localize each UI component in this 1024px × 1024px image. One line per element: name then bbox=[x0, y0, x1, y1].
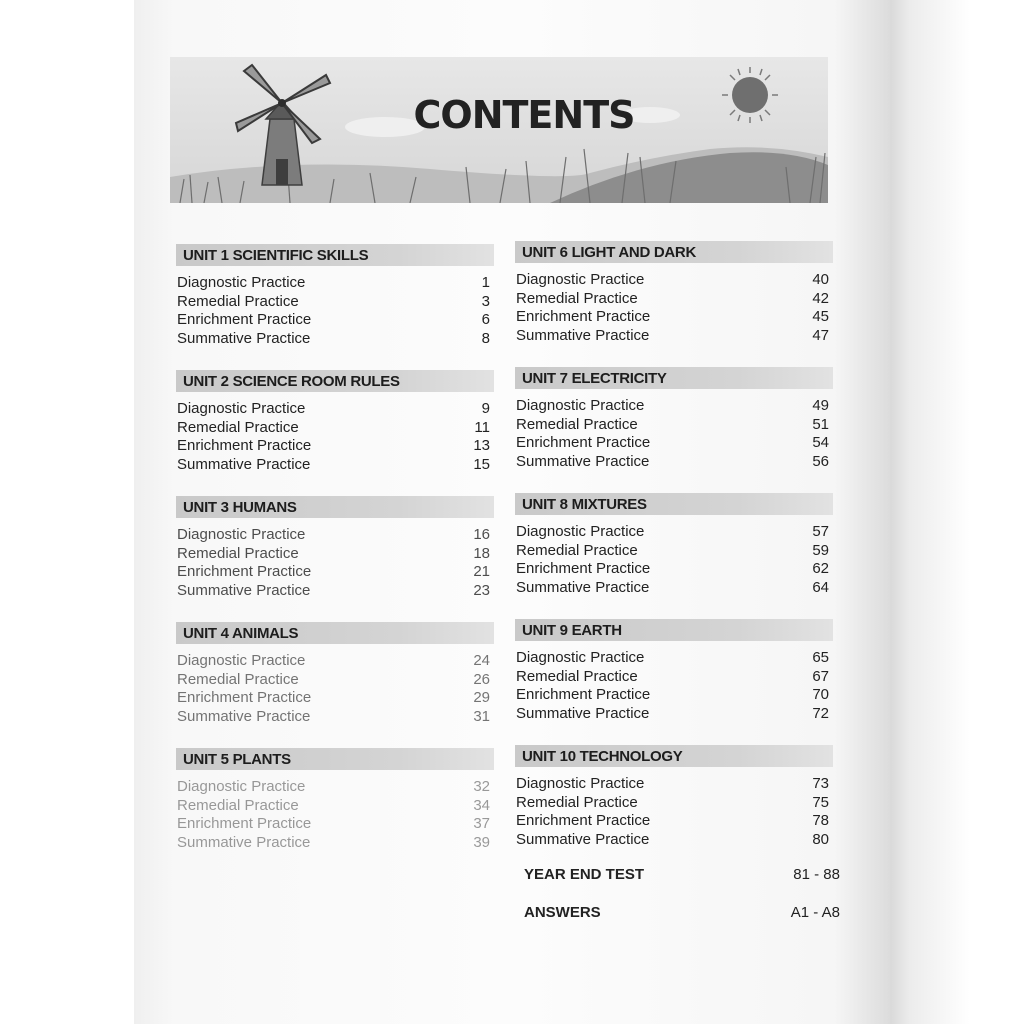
toc-entry bbox=[176, 778, 494, 797]
entry-label: Summative Practice bbox=[516, 831, 650, 849]
entry-page: 8 bbox=[481, 330, 490, 348]
entry-page: 49 bbox=[812, 397, 829, 414]
toc-entry bbox=[176, 330, 494, 349]
entry-label: Summative Practice bbox=[177, 708, 311, 726]
unit-section bbox=[176, 370, 494, 496]
entry-label: Diagnostic Practice bbox=[516, 523, 645, 540]
entry-label: Summative Practice bbox=[177, 330, 311, 348]
unit-section bbox=[515, 619, 833, 745]
toc-entry bbox=[515, 705, 833, 724]
entry-page: 59 bbox=[812, 541, 829, 559]
entry-page: 21 bbox=[473, 563, 490, 581]
unit-section bbox=[176, 496, 494, 622]
toc-entry bbox=[515, 397, 833, 416]
unit-heading: UNIT 2 SCIENCE ROOM RULES bbox=[176, 370, 494, 392]
entry-page: 57 bbox=[812, 523, 829, 540]
unit-heading: UNIT 9 EARTH bbox=[515, 619, 833, 641]
toc-entry bbox=[176, 419, 494, 438]
toc-entry bbox=[176, 274, 494, 293]
entry-label: Diagnostic Practice bbox=[177, 526, 306, 543]
entry-page: 65 bbox=[812, 649, 829, 666]
toc-entry bbox=[515, 649, 833, 668]
toc-entry bbox=[176, 671, 494, 690]
entry-page: 78 bbox=[812, 812, 829, 830]
entry-label: ANSWERS bbox=[524, 904, 601, 921]
toc-entry bbox=[515, 775, 833, 794]
entry-page: 70 bbox=[812, 686, 829, 704]
entry-label: Enrichment Practice bbox=[516, 560, 651, 578]
page-edge-shadow bbox=[890, 0, 1024, 1024]
toc-entry bbox=[515, 416, 833, 435]
toc-entry bbox=[515, 453, 833, 472]
entry-page: 24 bbox=[473, 652, 490, 669]
entry-label: Remedial Practice bbox=[516, 541, 638, 559]
entry-label: Enrichment Practice bbox=[177, 437, 312, 455]
entry-label: Enrichment Practice bbox=[177, 563, 312, 581]
toc-entry bbox=[515, 560, 833, 579]
entry-page: A1 - A8 bbox=[790, 904, 840, 921]
unit-section bbox=[515, 367, 833, 493]
entry-page: 75 bbox=[812, 793, 829, 811]
unit-heading: UNIT 5 PLANTS bbox=[176, 748, 494, 770]
entry-label: Remedial Practice bbox=[177, 544, 299, 562]
entry-page: 1 bbox=[481, 274, 490, 291]
toc-entry bbox=[176, 526, 494, 545]
toc-entry bbox=[176, 563, 494, 582]
entry-page: 26 bbox=[473, 670, 490, 688]
toc-entry bbox=[515, 794, 833, 813]
entry-label: Enrichment Practice bbox=[177, 815, 312, 833]
entry-label: Remedial Practice bbox=[516, 667, 638, 685]
entry-page: 13 bbox=[473, 437, 490, 455]
toc-entry bbox=[176, 545, 494, 564]
toc-entry bbox=[176, 400, 494, 419]
toc-entry bbox=[515, 434, 833, 453]
entry-label: YEAR END TEST bbox=[524, 866, 645, 883]
toc-entry bbox=[515, 831, 833, 850]
entry-label: Summative Practice bbox=[177, 456, 311, 474]
entry-page: 51 bbox=[812, 415, 829, 433]
entry-page: 67 bbox=[812, 667, 829, 685]
entry-label: Diagnostic Practice bbox=[177, 652, 306, 669]
entry-page: 45 bbox=[812, 308, 829, 326]
unit-section bbox=[515, 241, 833, 367]
entry-page: 3 bbox=[481, 292, 490, 310]
entry-page: 39 bbox=[473, 834, 490, 852]
page-title: CONTENTS bbox=[413, 93, 635, 137]
unit-heading: UNIT 1 SCIENTIFIC SKILLS bbox=[176, 244, 494, 266]
unit-section bbox=[515, 745, 833, 871]
entry-page: 80 bbox=[812, 831, 829, 849]
entry-label: Enrichment Practice bbox=[516, 686, 651, 704]
entry-label: Diagnostic Practice bbox=[516, 649, 645, 666]
entry-page: 64 bbox=[812, 579, 829, 597]
toc-entry bbox=[515, 686, 833, 705]
toc-entry bbox=[176, 582, 494, 601]
entry-label: Diagnostic Practice bbox=[177, 778, 306, 795]
entry-page: 72 bbox=[812, 705, 829, 723]
entry-page: 62 bbox=[812, 560, 829, 578]
contents-right-column bbox=[515, 241, 833, 871]
entry-page: 56 bbox=[812, 453, 829, 471]
unit-section bbox=[176, 622, 494, 748]
entry-label: Enrichment Practice bbox=[516, 434, 651, 452]
entry-page: 47 bbox=[812, 327, 829, 345]
entry-label: Remedial Practice bbox=[516, 793, 638, 811]
entry-page: 37 bbox=[473, 815, 490, 833]
entry-label: Remedial Practice bbox=[177, 796, 299, 814]
toc-entry bbox=[515, 308, 833, 327]
entry-label: Enrichment Practice bbox=[177, 689, 312, 707]
entry-label: Remedial Practice bbox=[177, 670, 299, 688]
entry-page: 6 bbox=[481, 311, 490, 329]
toc-entry bbox=[176, 293, 494, 312]
toc-entry bbox=[515, 542, 833, 561]
toc-entry bbox=[176, 456, 494, 475]
unit-heading: UNIT 10 TECHNOLOGY bbox=[515, 745, 833, 767]
entry-page: 34 bbox=[473, 796, 490, 814]
entry-label: Summative Practice bbox=[177, 834, 311, 852]
entry-page: 81 - 88 bbox=[793, 866, 840, 883]
entry-page: 23 bbox=[473, 582, 490, 600]
unit-heading: UNIT 3 HUMANS bbox=[176, 496, 494, 518]
unit-section bbox=[515, 493, 833, 619]
entry-label: Summative Practice bbox=[177, 582, 311, 600]
entry-label: Remedial Practice bbox=[177, 292, 299, 310]
unit-heading: UNIT 4 ANIMALS bbox=[176, 622, 494, 644]
unit-section bbox=[176, 748, 494, 874]
entry-label: Summative Practice bbox=[516, 705, 650, 723]
contents-banner bbox=[170, 57, 828, 203]
toc-entry bbox=[176, 689, 494, 708]
entry-label: Diagnostic Practice bbox=[516, 775, 645, 792]
entry-page: 31 bbox=[473, 708, 490, 726]
entry-page: 40 bbox=[812, 271, 829, 288]
toc-entry bbox=[176, 437, 494, 456]
entry-page: 73 bbox=[812, 775, 829, 792]
entry-label: Summative Practice bbox=[516, 453, 650, 471]
toc-entry bbox=[515, 271, 833, 290]
entry-label: Remedial Practice bbox=[516, 415, 638, 433]
toc-entry bbox=[515, 327, 833, 346]
entry-label: Enrichment Practice bbox=[516, 812, 651, 830]
entry-page: 9 bbox=[481, 400, 490, 417]
toc-entry bbox=[515, 812, 833, 831]
unit-section bbox=[176, 244, 494, 370]
toc-entry bbox=[515, 579, 833, 598]
contents-left-column bbox=[176, 244, 494, 874]
entry-label: Diagnostic Practice bbox=[516, 271, 645, 288]
entry-page: 54 bbox=[812, 434, 829, 452]
entry-page: 18 bbox=[473, 544, 490, 562]
entry-page: 32 bbox=[473, 778, 490, 795]
entry-page: 11 bbox=[474, 418, 490, 436]
entry-label: Diagnostic Practice bbox=[177, 400, 306, 417]
toc-entry bbox=[515, 523, 833, 542]
entry-label: Enrichment Practice bbox=[516, 308, 651, 326]
entry-label: Summative Practice bbox=[516, 579, 650, 597]
toc-entry bbox=[176, 834, 494, 853]
toc-entry-year-end-test bbox=[524, 866, 840, 883]
toc-entry bbox=[176, 311, 494, 330]
toc-entry-answers bbox=[524, 904, 840, 921]
entry-page: 15 bbox=[473, 456, 490, 474]
unit-heading: UNIT 8 MIXTURES bbox=[515, 493, 833, 515]
toc-entry bbox=[515, 668, 833, 687]
toc-entry bbox=[176, 815, 494, 834]
entry-label: Diagnostic Practice bbox=[177, 274, 306, 291]
unit-heading: UNIT 6 LIGHT AND DARK bbox=[515, 241, 833, 263]
entry-label: Diagnostic Practice bbox=[516, 397, 645, 414]
entry-page: 29 bbox=[473, 689, 490, 707]
entry-label: Remedial Practice bbox=[177, 418, 299, 436]
toc-entry bbox=[176, 708, 494, 727]
toc-entry bbox=[176, 652, 494, 671]
entry-label: Remedial Practice bbox=[516, 289, 638, 307]
entry-page: 42 bbox=[812, 289, 829, 307]
toc-entry bbox=[176, 797, 494, 816]
entry-label: Enrichment Practice bbox=[177, 311, 312, 329]
unit-heading: UNIT 7 ELECTRICITY bbox=[515, 367, 833, 389]
toc-entry bbox=[515, 290, 833, 309]
entry-page: 16 bbox=[473, 526, 490, 543]
entry-label: Summative Practice bbox=[516, 327, 650, 345]
